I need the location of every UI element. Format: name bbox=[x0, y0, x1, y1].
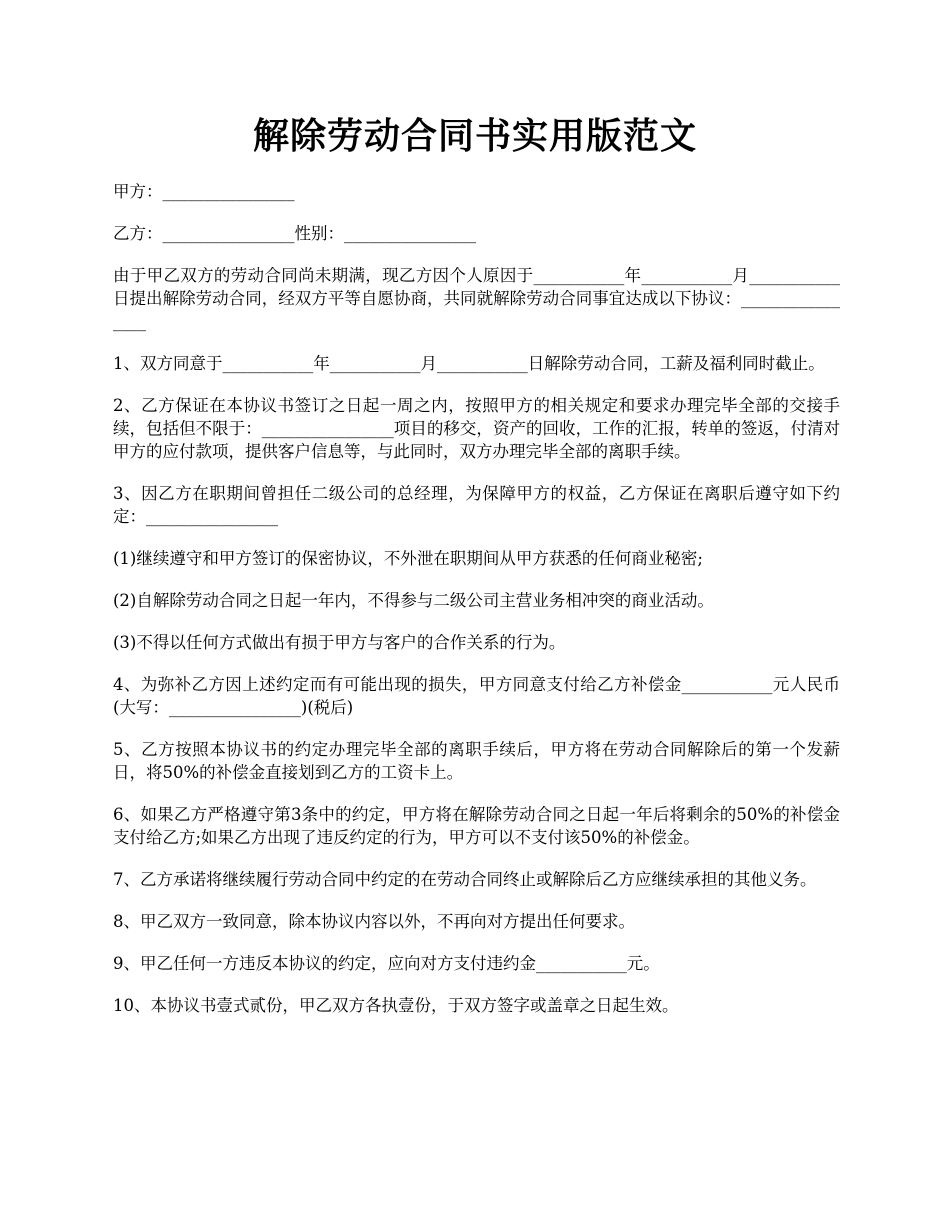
clause-3-item-1: (1)继续遵守和甲方签订的保密协议，不外泄在职期间从甲方获悉的任何商业秘密; bbox=[113, 549, 703, 568]
document-body bbox=[113, 180, 840, 1036]
clause-3: 3、因乙方在职期间曾担任二级公司的总经理，为保障甲方的权益，乙方保证在离职后遵守如下约定：________________ bbox=[113, 484, 840, 526]
clause-10: 10、本协议书壹式贰份，甲乙双方各执壹份，于双方签字或盖章之日起生效。 bbox=[113, 996, 679, 1015]
clause-3-item-3: (3)不得以任何方式做出有损于甲方与客户的合作关系的行为。 bbox=[113, 633, 566, 652]
clause-5: 5、乙方按照本协议书的约定办理完毕全部的离职手续后，甲方将在劳动合同解除后的第一个发薪日，将50%的补偿金直接划到乙方的工资卡上。 bbox=[113, 740, 840, 782]
clause-1: 1、双方同意于___________年___________月___________日解除劳动合同，工薪及福利同时截止。 bbox=[113, 354, 825, 373]
intro-paragraph: 由于甲乙双方的劳动合同尚未期满，现乙方因个人原因于___________年___________月___________日提出解除劳动合同，经双方平等自愿协商，共同就解除劳动合同事宜达成以下协议：________________ bbox=[113, 266, 841, 331]
clause-2: 2、乙方保证在本协议书签订之日起一周之内，按照甲方的相关规定和要求办理完毕全部的交接手续，包括但不限于：________________项目的移交，资产的回收，工作的汇报，转单的签返，付清对甲方的应付款项，提供客户信息等，与此同时，双方办理完毕全部的离职手续。 bbox=[113, 396, 840, 461]
party-b-line: 乙方：________________性别：________________ bbox=[113, 224, 476, 243]
document-title: 解除劳动合同书实用版范文 bbox=[252, 115, 697, 157]
clause-3-item-2: (2)自解除劳动合同之日起一年内，不得参与二级公司主营业务相冲突的商业活动。 bbox=[113, 591, 714, 610]
clause-9: 9、甲乙任何一方违反本协议的约定，应向对方支付违约金___________元。 bbox=[113, 954, 660, 973]
party-a-line: 甲方：________________ bbox=[113, 182, 295, 201]
clause-8: 8、甲乙双方一致同意，除本协议内容以外，不再向对方提出任何要求。 bbox=[113, 912, 635, 931]
clause-6: 6、如果乙方严格遵守第3条中的约定，甲方将在解除劳动合同之日起一年后将剩余的50%的补偿金支付给乙方;如果乙方出现了违反约定的行为，甲方可以不支付该50%的补偿金。 bbox=[113, 805, 840, 847]
clause-7: 7、乙方承诺将继续履行劳动合同中约定的在劳动合同终止或解除后乙方应继续承担的其他义务。 bbox=[113, 870, 817, 889]
clause-4: 4、为弥补乙方因上述约定而有可能出现的损失，甲方同意支付给乙方补偿金___________元人民币(大写：________________)(税后) bbox=[113, 675, 840, 717]
